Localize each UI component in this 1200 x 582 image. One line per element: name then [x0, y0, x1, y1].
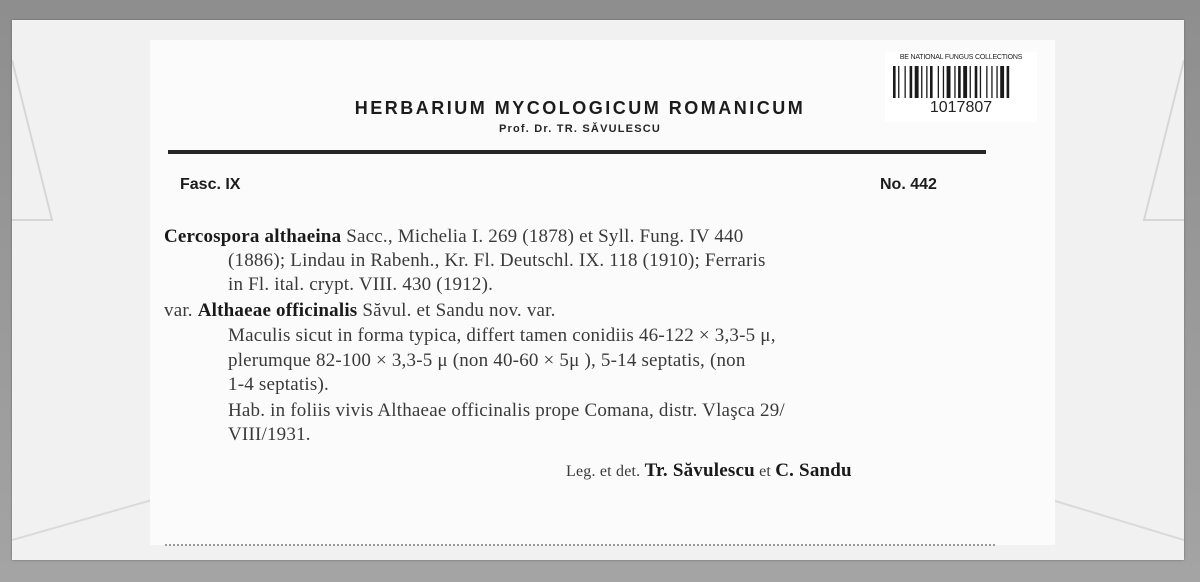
herbarium-subtitle: Prof. Dr. TR. SĂVULESCU — [498, 123, 662, 135]
specimen-number: No. 442 — [880, 176, 937, 193]
barcode-bar — [915, 66, 919, 98]
barcode-bar — [991, 66, 992, 98]
co-collector-name: C. Sandu — [775, 460, 852, 481]
species-name: Cercospora althaeina — [164, 226, 342, 247]
barcode-bar — [1000, 66, 1004, 98]
variety-line — [164, 300, 556, 322]
barcode-bar — [926, 66, 927, 98]
barcode-caption: BE NATIONAL FUNGUS COLLECTIONS — [899, 54, 1023, 61]
barcode-bar — [921, 66, 922, 98]
barcode-bar — [980, 66, 981, 98]
variety-authors: Săvul. et Sandu nov. var. — [357, 300, 556, 321]
barcode-bar — [970, 66, 971, 98]
variety-prefix: var. — [164, 300, 198, 321]
barcode-number: 1017807 — [929, 99, 993, 116]
habitat-line-2: VIII/1931. — [228, 424, 311, 445]
barcode-bar — [954, 66, 955, 98]
collector-name: Tr. Săvulescu — [644, 460, 755, 481]
bottom-dotted-line — [165, 544, 995, 546]
barcode-bar — [893, 66, 896, 98]
barcode-bar — [947, 66, 951, 98]
herbarium-title: HERBARIUM MYCOLOGICUM ROMANICUM — [354, 98, 806, 118]
barcode-bar — [910, 66, 913, 98]
barcode-bar — [943, 66, 944, 98]
fascicle-label: Fasc. IX — [180, 176, 241, 193]
barcode-bar — [963, 66, 967, 98]
collector-prefix: Leg. et det. — [566, 463, 645, 480]
barcode-bar — [958, 66, 961, 98]
barcode-bar — [1007, 66, 1010, 98]
barcode-bar — [996, 66, 997, 98]
barcode-bar — [930, 66, 933, 98]
citation-line-2: (1886); Lindau in Rabenh., Kr. Fl. Deutschl. IX. 118 (1910); Ferraris — [228, 250, 766, 271]
citation-authority: Sacc., Michelia I. 269 (1878) et Syll. Fung. IV 440 — [341, 226, 744, 247]
header-rule — [168, 150, 986, 154]
barcode-bar — [905, 66, 906, 98]
barcode-bars — [893, 66, 1029, 98]
citation-line-1 — [164, 226, 743, 248]
description-line-1: Maculis sicut in forma typica, differt tamen conidiis 46-122 × 3,3-5 μ, — [228, 325, 776, 346]
barcode-bar — [986, 66, 987, 98]
variety-name: Althaeae officinalis — [197, 300, 358, 321]
citation-line-3: in Fl. ital. crypt. VIII. 430 (1912). — [228, 274, 494, 295]
description-line-2: plerumque 82-100 × 3,3-5 μ (non 40-60 × 5μ ), 5-14 septatis, (non — [228, 350, 746, 371]
barcode-bar — [898, 66, 899, 98]
barcode-bar — [938, 66, 939, 98]
barcode-bar — [975, 66, 978, 98]
collector-line — [566, 460, 852, 482]
description-line-3: 1-4 septatis). — [228, 374, 329, 395]
habitat-line-1: Hab. in foliis vivis Althaeae officinalis prope Comana, distr. Vlaşca 29/ — [228, 400, 785, 421]
collector-conjunction: et — [754, 463, 776, 480]
